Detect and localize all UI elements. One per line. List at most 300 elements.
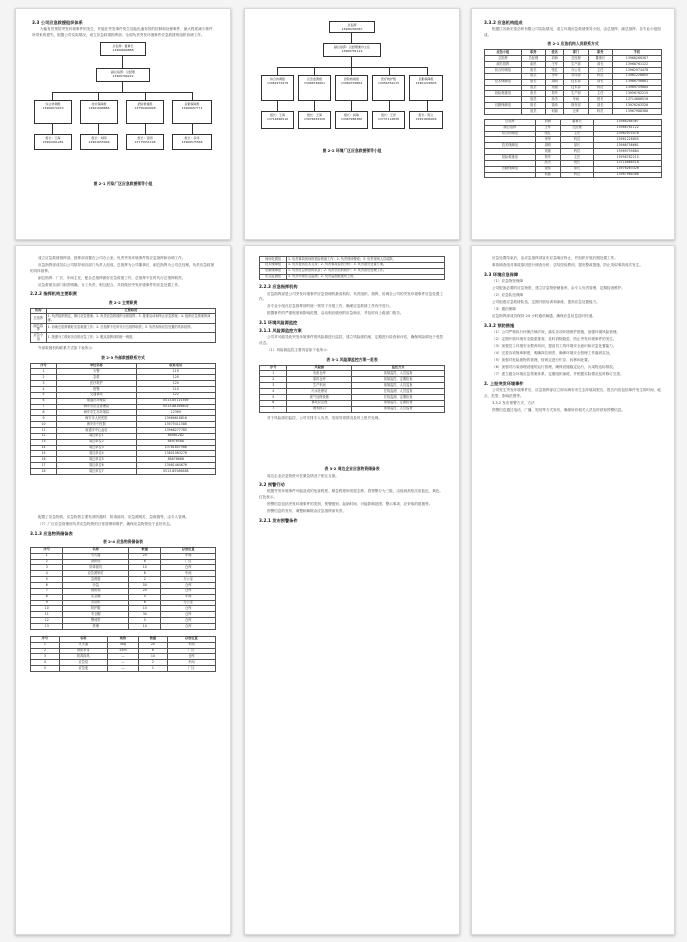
materials-table [30, 547, 216, 630]
table-cell: 李军 [546, 73, 564, 79]
table-cell: 50 [129, 582, 161, 588]
table-cell: 科员 [560, 149, 594, 155]
external-contacts-table [30, 363, 216, 475]
table-cell: 13781807566 [136, 445, 215, 451]
table-cell: 组员 [521, 108, 545, 114]
table-header-cell: 存放位置 [161, 547, 216, 553]
table-cell: 铁锹 [63, 623, 129, 629]
table-cell: 科员 [588, 73, 612, 79]
table-cell: 13801963276 [136, 451, 215, 457]
table-cell: 技术保障组 [485, 79, 522, 85]
table-cell: 部长 [588, 103, 612, 109]
table-cell: 6 [260, 400, 287, 406]
table-cell [485, 108, 522, 114]
section-heading: 3.2.1 发布预警条件 [259, 517, 298, 523]
table-cell: 7 [31, 588, 63, 594]
paragraph: 预警信息通过电话、广播、短信等方式发布，确保所有相关人员及时获知预警信息。 [492, 407, 625, 412]
table-cell: 在线监测、定期检查 [352, 394, 445, 400]
table-cell: 周明 [535, 143, 560, 149]
table-caption: 表 2-3 外部救援联系方式 [101, 354, 145, 360]
paragraph: 为能有效预防突发环境事件的发生，并能在突发事件发生后能迅速有效的控制和处理事件，最大程度减少事件所带来的损失。根据公司实际情况，成立应急救援指挥部，全面负责突发环境事件应急救援的组织协调工作。 [32, 27, 213, 37]
table-cell: 2 [31, 375, 57, 381]
table-cell: 仓库 [564, 108, 588, 114]
table-cell: 1. 负责环境应急监测；2. 负责监测数据的上报。 [287, 274, 445, 280]
table-cell: 主任 [560, 154, 594, 160]
figure-caption: 图 2-2 环境厂区应急救援领导小组 [322, 148, 382, 153]
paragraph: 事故调查组对事故原因进行调查分析，总结经验教训，提出整改措施，防止类似事故再次发生。 [492, 263, 643, 268]
table-row [31, 333, 216, 343]
table-cell: 13967988386 [612, 108, 661, 114]
table-cell: 部长 [560, 166, 594, 172]
table-cell: 主任 [560, 131, 594, 137]
table-header-cell: 序号 [260, 365, 287, 371]
section-heading: 3.1 环境风险源监控 [259, 319, 298, 325]
table-cell: 5 [31, 577, 63, 583]
table-cell: 吴刚 [535, 149, 560, 155]
table-header-cell: 姓名 [546, 50, 564, 56]
table-cell: 董事长 [588, 56, 612, 62]
table-cell: 13966761122 [594, 125, 662, 131]
table-cell: 科员 [560, 137, 594, 143]
paragraph: （6）加强对污染治理设施的运行管理，确保设施稳定运行，污染物达标排放。 [492, 365, 617, 370]
table-cell: 周明 [546, 79, 564, 85]
table-cell: 班长 [560, 160, 594, 166]
table-cell: 9 [31, 600, 63, 606]
table-cell: 后勤保障组 [485, 103, 522, 109]
org-box-leader-2: 组长：刘明 13961655996 [80, 134, 118, 150]
subheading: （3）通信保障 [492, 307, 516, 312]
table-cell: 13 [31, 623, 63, 629]
table-cell: 董事长 [560, 119, 594, 125]
table-cell: 视频监控、人员巡查 [352, 383, 445, 389]
document-page-6 [471, 245, 675, 935]
table-cell: 13966616816 [136, 416, 215, 422]
org-box-leader-3: 组长：杨敏 13967988386 [335, 111, 368, 129]
table-cell: 污水处理站 [287, 389, 352, 395]
table-cell: 海安市中医院 [57, 422, 136, 428]
table-cell: 厂区 [161, 559, 216, 565]
table-cell: 副总指挥 [31, 323, 47, 333]
paragraph: （7）建立健全环境应急预案体系，定期组织演练，并根据实际情况及时修订完善。 [492, 372, 624, 377]
table-cell: 2 [31, 648, 60, 654]
table-cell: 综合协调组 [485, 131, 536, 137]
table-cell: 副总指挥 [485, 62, 522, 68]
table-header-cell: 序号 [31, 363, 57, 369]
table-cell: 雨水排口 [287, 406, 352, 412]
org-box-leader-2: 组长：王海 13976263326 [298, 111, 331, 129]
table-cell: 视频监控、定期检查 [352, 377, 445, 383]
table-cell: 灭火器 [63, 553, 129, 559]
table-cell: 13966756661 [594, 143, 662, 149]
table-row [260, 406, 445, 412]
org-box-group-3: 抢险救援组 13756469998 [126, 100, 164, 124]
org-box-leader-4: 组长：李涛 13966575566 [172, 134, 212, 150]
table-cell: 88981282 [136, 433, 215, 439]
table-cell: 组员 [521, 73, 545, 79]
table-cell: 88976588 [136, 439, 215, 445]
paragraph: 公司对可能导致突发环境事件的风险源进行监控，建立风险源档案，定期进行检查和评估，确保风险源处于受控状态。 [259, 335, 444, 345]
paragraph: 根据江苏新宏泰纺织有限公司实际情况，成立环境应急救援领导小组，由总指挥、副总指挥、各专业小组组成。 [484, 27, 661, 37]
duty-table [30, 308, 216, 343]
table-cell: 郑华 [546, 91, 564, 97]
table-cell: 18 [31, 469, 57, 475]
table-cell: 急救 [57, 375, 136, 381]
table-cell: 10 [139, 654, 168, 660]
table-cell: 15 [31, 451, 57, 457]
table-header-cell: 部门 [564, 50, 588, 56]
table-cell: 11 [31, 612, 63, 618]
table-cell: 5 [31, 392, 57, 398]
org-box-group-2: 技术保障组 13961688886 [80, 100, 118, 124]
table-cell: 生产部 [564, 62, 588, 68]
org-box-group-4: 后勤保障组 13966657771 [172, 100, 212, 124]
table-cell: 防毒面具 [63, 565, 129, 571]
paragraph: 成立应急救援指挥部，指挥部设置在公司办公室，负责突发环境事件的应急指挥和协调工作。 [38, 256, 186, 260]
table-cell: 海安市人民医院 [57, 416, 136, 422]
table-cell: 13969759884 [594, 149, 662, 155]
table-cell: 30 [129, 612, 161, 618]
table-cell: 14 [31, 445, 57, 451]
table-cell: 4 [260, 389, 287, 395]
org-chart-2 [261, 17, 443, 145]
table-cell: 13575411588 [136, 422, 215, 428]
table-cell: 4kg [107, 642, 138, 648]
paragraph: （7）厂区应急管理部负责应急物资的日常管理和维护，确保应急物资处于良好状态。 [38, 521, 174, 526]
table-cell: 周边单位5 [57, 457, 136, 463]
table-cell: 张红 [546, 67, 564, 73]
org-box-group-1: 综合协调组 13966679970 [34, 100, 72, 124]
table-cell: 废气处理设施 [287, 394, 352, 400]
org-box-leader-1: 组长：王海 13962961281 [34, 134, 72, 150]
table-cell: 20 [129, 588, 161, 594]
table-cell: 海安市应急管理局 [57, 404, 136, 410]
table-cell: 郑华 [535, 154, 560, 160]
table-cell: 2 [129, 577, 161, 583]
paragraph: 应急救援各部门职责明确，分工负责，相互配合，共同做好突发环境事件的应急处置工作。 [38, 282, 182, 287]
table-cell: 安环部 [564, 73, 588, 79]
table-cell: 1 [139, 666, 168, 672]
table-cell: 应急泵 [59, 660, 107, 666]
table-header-cell: 单位名称 [57, 363, 136, 369]
table-cell: 防护服 [63, 606, 129, 612]
org-box-group-4: 医疗救护组 13956762215 [372, 75, 405, 101]
table-cell: 8 [129, 571, 161, 577]
table-cell: 车间 [167, 660, 215, 666]
table-cell: 沙袋 [63, 582, 129, 588]
table-cell: 吸附棉 [63, 588, 129, 594]
org-box-group-2: 应急监测组 13966756661 [298, 75, 331, 101]
table-cell: 13714666516 [612, 97, 661, 103]
table-cell: 刘海 [546, 56, 564, 62]
materials-table-2 [30, 636, 216, 672]
table-header-cell: 监控方式 [352, 365, 445, 371]
table-header-cell: 存放位置 [167, 636, 215, 642]
table-caption: 表 2-2 主要职责 [108, 299, 138, 305]
table-cell: 122 [136, 392, 215, 398]
table-cell: 应急桶 [63, 594, 129, 600]
table-cell: 厂区 [167, 666, 215, 672]
subheading: （2）应急队伍保障 [492, 293, 524, 297]
org-box-top: 总指挥 13966266367 [329, 21, 375, 33]
table-cell: 110 [136, 387, 215, 393]
table-cell: 5 [260, 394, 287, 400]
table-cell: 6 [31, 398, 57, 404]
paragraph: （1）风险源监控主要内容如下表所示： [267, 348, 331, 353]
table-cell: 1 [31, 642, 60, 648]
table-cell: 10 [129, 623, 161, 629]
table-cell: 何丽 [535, 172, 560, 178]
figure-caption: 图 2-1 污染厂区应急救援领导小组 [93, 180, 153, 186]
table-cell: 交通事故 [57, 392, 136, 398]
table-cell: 部长 [588, 79, 612, 85]
table-cell: 88676688 [136, 457, 215, 463]
paragraph: 3.3.2 发布预警方式、方法 [492, 400, 535, 405]
table-cell: 办公室 [161, 577, 216, 583]
table-cell: 1. 负责事故现场的抢险救援工作；2. 负责现场警戒；3. 负责现场人员疏散。 [287, 257, 445, 263]
table-cell: 消防水带 [59, 648, 107, 654]
table-cell: 仓库 [161, 565, 216, 571]
table-cell: 3 [31, 654, 60, 660]
table-cell: 总经理 [560, 125, 594, 131]
table-cell: 抢险救援组 [485, 154, 536, 160]
document-page-1 [15, 8, 231, 240]
table-cell: 3 [260, 383, 287, 389]
org-box-top: 总指挥：董事长 13966666888 [100, 42, 146, 56]
paragraph: 副总指挥：厂长、车间主任，配合总指挥做好应急救援工作，总指挥不在时代行总指挥职责。 [38, 275, 186, 280]
table-cell: 13966756661 [612, 79, 661, 85]
table-cell: 视频监控、定期检查 [352, 400, 445, 406]
table-header-cell: 应急小组 [485, 50, 522, 56]
table-header-cell: 职务 [521, 50, 545, 56]
table-cell: 1. 负责应急物资的供应；2. 负责伤员的救护；3. 负责善后处理工作。 [287, 268, 445, 274]
table-cell: 办公室 [161, 600, 216, 606]
document-page-3 [471, 8, 675, 240]
table-cell: 3 [31, 565, 63, 571]
table-cell: 防毒面具 [59, 654, 107, 660]
table-cell: 13714666516 [594, 160, 662, 166]
org-box-group-3: 抢险救援组 13969759884 [335, 75, 368, 101]
paragraph: 应急指挥部成员由公司领导和各部门负责人组成，总指挥为公司董事长，副总指挥为公司总经理，负责应急救援的具体指挥。 [30, 263, 215, 273]
section-heading: 3.2 预警行动 [259, 482, 285, 488]
table-cell: 9 [31, 416, 57, 422]
table-cell: 组长 [521, 67, 545, 73]
table-cell: 总指挥 [31, 314, 47, 324]
paragraph: 对于风险源的监控，公司安排专人负责，发现异常情况及时上报并处理。 [267, 415, 382, 420]
table-cell: 1. 负责提供技术支持；2. 负责事故原因分析；3. 负责提出处置方案。 [287, 262, 445, 268]
table-cell: 张红 [535, 131, 560, 137]
table-cell: 13962974478 [594, 131, 662, 137]
table-row [31, 623, 216, 629]
table-cell: 总指挥 [485, 119, 536, 125]
table-cell: 安全帽 [63, 612, 129, 618]
table-header-cell: 序号 [31, 636, 60, 642]
section-heading: 2. 上报突发环境事件 [484, 380, 524, 386]
table-cell: 13961226805 [594, 137, 662, 143]
paragraph: 周边企业应急物资可在紧急情况下相互支援。 [267, 473, 339, 478]
table-cell: 王军 [535, 125, 560, 131]
table-cell: 在线监测、人员巡查 [352, 389, 445, 395]
table-cell: 技术保障组 [485, 143, 536, 149]
table-cell: 13966266367 [612, 56, 661, 62]
org-chart-1 [32, 40, 214, 178]
table-cell: 5 [129, 594, 161, 600]
table-cell: 13956762215 [594, 154, 662, 160]
table-cell: 仓库 [161, 588, 216, 594]
table-row [31, 314, 216, 324]
table-cell: 警戒带 [63, 618, 129, 624]
table-cell: 13962974478 [612, 67, 661, 73]
table-cell: 李军 [535, 137, 560, 143]
table-caption: 表 2-1 应急机构人员联系方式 [547, 41, 599, 47]
table-cell: 南通市环保局 [57, 398, 136, 404]
table-cell: 0513-85586688 [136, 469, 215, 475]
table-row [31, 323, 216, 333]
table-cell: 1 [31, 369, 57, 375]
table-cell: 仓库 [161, 623, 216, 629]
document-page-5 [244, 245, 460, 935]
table-cell: 视频监控、人员巡查 [352, 371, 445, 377]
table-cell: 原料仓库 [287, 377, 352, 383]
table-cell: 仓库 [161, 606, 216, 612]
table-cell: 13976263326 [612, 103, 661, 109]
table-cell: 技术保障组 [260, 262, 287, 268]
table-cell: 消防栓 [63, 559, 129, 565]
table-header-cell: 数量 [129, 547, 161, 553]
contact-table-1 [484, 49, 662, 114]
table-cell: 钱伟 [546, 103, 564, 109]
table-cell: 组员 [521, 85, 545, 91]
table-cell: 4 [31, 387, 57, 393]
section-heading: 3.1.1 风险源监控方案 [259, 328, 302, 334]
paragraph: 配置了应急物资，应急物资主要有消防器材、防毒面具、应急照明灯、急救箱等，由专人管理。 [38, 514, 189, 519]
table-row [485, 172, 662, 178]
paragraph: 根据事件的严重程度和影响范围，启动相应级别的应急响应，并及时向上级部门报告。 [267, 311, 404, 316]
paragraph: 应急指挥部是公司突发环境事件应急管理的最高机构，负责组织、指挥、协调全公司的突发环境事件应急处置工作。 [259, 291, 444, 302]
table-cell: 部长 [560, 143, 594, 149]
table-header-cell: 职务 [588, 50, 612, 56]
table-cell: 6 [129, 600, 161, 606]
org-box-mid: 副总指挥：总经理 13966766222 [96, 68, 150, 82]
table-cell: 4 [31, 571, 63, 577]
section-title: 3.3.2 应急机构组成 [484, 20, 523, 25]
table-cell: 17 [31, 463, 57, 469]
table-cell: 12 [31, 433, 57, 439]
table-cell: 13966761122 [612, 62, 661, 68]
table-header-cell: 规格 [107, 636, 138, 642]
org-box-leader-3: 组长：张明 13775551198 [126, 134, 164, 150]
table-cell: 总经理 [521, 56, 545, 62]
table-header-cell: 序号 [31, 547, 63, 553]
table-cell: 7 [260, 406, 287, 412]
table-cell: 总经理 [564, 56, 588, 62]
table-cell: 对讲机 [63, 600, 129, 606]
table-cell: 3 [31, 381, 57, 387]
table-cell: 组长 [521, 91, 545, 97]
table-cell: 报警 [57, 387, 136, 393]
table-cell: 12369 [136, 410, 215, 416]
paragraph: 预警信息的发布、调整和解除由应急指挥部负责。 [267, 509, 347, 514]
table-cell: 危废仓库 [287, 371, 352, 377]
table-caption: 表 3-1 风险源监控方案一览表 [326, 356, 378, 362]
table-cell: 生产车间 [287, 383, 352, 389]
table-cell: 1. 协助总指挥做好应急救援工作；2. 总指挥不在时代行总指挥职责；3. 负责现场应急处置的具体指挥。 [46, 323, 215, 333]
contact-table-2 [484, 119, 662, 179]
org-box-leader-4: 组长：王洋 13737112836 [372, 111, 405, 129]
table-cell: 0513-88169805 [136, 404, 215, 410]
table-cell: 科员 [588, 108, 612, 114]
table-cell: 财务部 [564, 103, 588, 109]
table-caption: 表 2-4 应急物资储备表 [103, 538, 143, 544]
table-cell: 16 [31, 457, 57, 463]
table-cell: 灭火器 [59, 642, 107, 648]
table-cell: 技术部 [564, 85, 588, 91]
table-cell: 孙杰 [546, 97, 564, 103]
table-row [260, 274, 445, 280]
table-header-cell: 手机 [612, 50, 661, 56]
document-page-2 [244, 8, 460, 240]
table-cell: 10 [129, 606, 161, 612]
table-cell: 南通市中心血站 [57, 428, 136, 434]
paragraph: 应急指挥部成员保持 24 小时通讯畅通，确保应急信息及时传递。 [492, 314, 596, 319]
paragraph: 外部救援机构联系方式如下表所示： [38, 346, 96, 351]
table-cell: 视频监控、人员巡查 [352, 406, 445, 412]
table-row [31, 666, 216, 672]
table-header-cell: 风险源 [287, 365, 352, 371]
table-cell: 20 [139, 642, 168, 648]
table-cell: 生产部 [564, 91, 588, 97]
paragraph: 根据突发环境事件可能造成的危害程度、紧急程度和发展态势，将预警分为三级，由低到高依次用蓝色、黄色、红色表示。 [259, 489, 444, 499]
table-cell: 车间 [161, 553, 216, 559]
table-header-cell: 主要职责 [46, 308, 215, 314]
table-cell: 仓库 [161, 582, 216, 588]
table-cell: 孙杰 [535, 160, 560, 166]
table-cell: 4 [31, 660, 60, 666]
table-cell: 组长 [521, 103, 545, 109]
table-cell: 13967988386 [594, 172, 662, 178]
table-cell: 办公室 [564, 67, 588, 73]
section-heading: 2.2.2 指挥机构主要职责 [30, 291, 77, 297]
table-caption: 表 3-2 周边企业应急物资储备表 [324, 465, 380, 471]
table-cell: 车间 [564, 97, 588, 103]
table-cell: 后勤保障组 [485, 166, 536, 172]
table-cell: 120 [136, 375, 215, 381]
table-cell: 综合协调组 [485, 67, 522, 73]
table-cell: 周边单位2 [57, 439, 136, 445]
table-cell: 现场处置组 [260, 257, 287, 263]
table-cell: 组员 [521, 97, 545, 103]
paragraph: （2）定期开展环境安全隐患排查，及时消除隐患，防止突发环境事件的发生。 [492, 337, 617, 342]
table-cell: 后勤保障组 [260, 268, 287, 274]
table-cell: 车间 [161, 594, 216, 600]
org-box-leader-1: 组长：王海 13714666516 [261, 111, 294, 129]
org-box-mid: 副总指挥：总经理兼办主任 13966761122 [323, 43, 381, 57]
table-cell: 吴刚 [546, 85, 564, 91]
table-cell: 5 [31, 666, 60, 672]
table-cell: 周边单位7 [57, 469, 136, 475]
table-header-cell: 名称 [59, 636, 107, 642]
table-cell: 5 [129, 618, 161, 624]
table-cell: 6 [129, 559, 161, 565]
table-cell: 8 [31, 410, 57, 416]
table-cell: — [107, 666, 138, 672]
table-cell: 10 [129, 565, 161, 571]
table-cell: 火警 [57, 369, 136, 375]
table-cell: 120 [136, 381, 215, 387]
table-header-cell: 联系电话 [136, 363, 215, 369]
table-cell: 25m [107, 648, 138, 654]
table-header-cell: 数量 [139, 636, 168, 642]
table-cell: 副总 [521, 62, 545, 68]
